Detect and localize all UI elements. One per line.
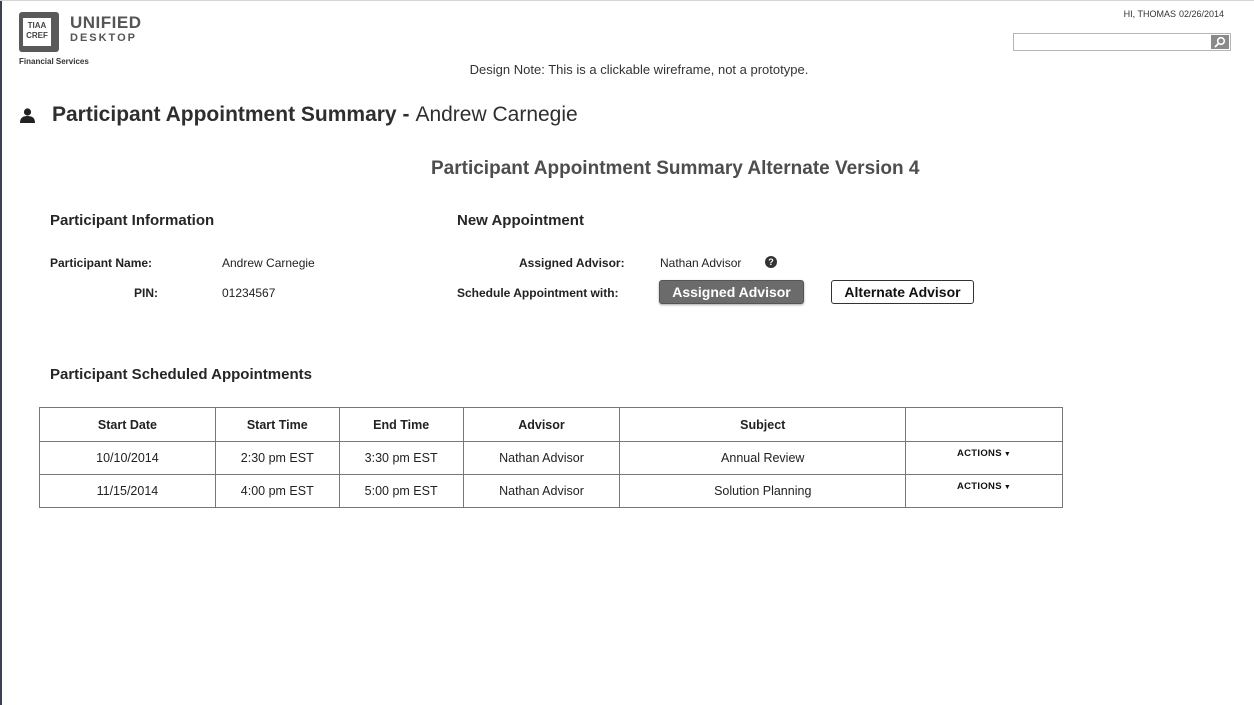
caret-down-icon: ▼ <box>1003 451 1012 458</box>
actions-label: ACTIONS <box>956 481 1002 492</box>
logo-mark <box>19 12 59 52</box>
actions-label: ACTIONS <box>956 448 1002 459</box>
search-input[interactable] <box>1014 34 1210 50</box>
greeting-date: 02/26/2014 <box>1178 9 1224 19</box>
cell-actions <box>906 475 1063 508</box>
new-appointment-heading: New Appointment <box>457 212 584 229</box>
assigned-advisor-button[interactable]: Assigned Advisor <box>659 280 804 304</box>
column-header-actions <box>906 408 1063 442</box>
scheduled-appointments-heading: Participant Scheduled Appointments <box>50 366 312 383</box>
schedule-appointment-label: Schedule Appointment with: <box>457 286 619 300</box>
cell-start-time: 2:30 pm EST <box>215 442 339 475</box>
pin-value: 01234567 <box>222 286 276 300</box>
table-row <box>40 475 1063 508</box>
cell-end-time: 3:30 pm EST <box>339 442 463 475</box>
search-icon <box>1214 36 1226 48</box>
cell-end-time: 5:00 pm EST <box>339 475 463 508</box>
cell-subject: Annual Review <box>620 442 906 475</box>
design-note: Design Note: This is a clickable wireframe, not a prototype. <box>469 62 809 77</box>
actions-dropdown[interactable] <box>957 448 1011 459</box>
window-top-edge <box>0 0 1254 1</box>
page-subtitle: Participant Appointment Summary Alternate Version 4 <box>431 158 920 179</box>
logo-mark-inner <box>23 18 51 46</box>
search-button[interactable] <box>1211 35 1229 49</box>
cell-start-date: 11/15/2014 <box>40 475 216 508</box>
table-row <box>40 442 1063 475</box>
cell-advisor: Nathan Advisor <box>463 475 620 508</box>
assigned-advisor-value: Nathan Advisor <box>660 256 742 270</box>
assigned-advisor-label: Assigned Advisor: <box>519 256 625 270</box>
greeting-text: HI, THOMAS <box>1123 9 1176 19</box>
column-header-start-date: Start Date <box>40 408 216 442</box>
cell-advisor: Nathan Advisor <box>463 442 620 475</box>
appointments-table <box>39 407 1063 508</box>
participant-name-label: Participant Name: <box>50 256 153 270</box>
logo-line1: TIAA <box>27 21 47 30</box>
page-title-text: Participant Appointment Summary - <box>52 103 410 126</box>
pin-label: PIN: <box>134 286 158 300</box>
column-header-start-time: Start Time <box>215 408 339 442</box>
participant-info-heading: Participant Information <box>50 212 215 229</box>
column-header-advisor: Advisor <box>463 408 620 442</box>
person-icon <box>19 108 36 123</box>
brand-subtitle: Financial Services <box>19 57 89 66</box>
cell-actions <box>906 442 1063 475</box>
brand-name-line2: DESKTOP <box>70 32 137 44</box>
page-title <box>19 103 578 127</box>
help-icon[interactable]: ? <box>765 256 777 268</box>
search-box <box>1013 33 1231 51</box>
cell-start-date: 10/10/2014 <box>40 442 216 475</box>
logo-line2: CREF <box>26 31 48 40</box>
cell-start-time: 4:00 pm EST <box>215 475 339 508</box>
user-greeting <box>1121 9 1224 19</box>
window-left-edge <box>0 0 2 705</box>
page-title-participant: Andrew Carnegie <box>415 103 578 126</box>
actions-dropdown[interactable] <box>957 481 1011 492</box>
column-header-end-time: End Time <box>339 408 463 442</box>
brand-name-line1: UNIFIED <box>70 13 142 32</box>
caret-down-icon: ▼ <box>1003 484 1012 491</box>
column-header-subject: Subject <box>620 408 906 442</box>
participant-name-value: Andrew Carnegie <box>222 256 315 270</box>
cell-subject: Solution Planning <box>620 475 906 508</box>
alternate-advisor-button[interactable]: Alternate Advisor <box>831 280 974 304</box>
table-header-row <box>40 408 1063 442</box>
